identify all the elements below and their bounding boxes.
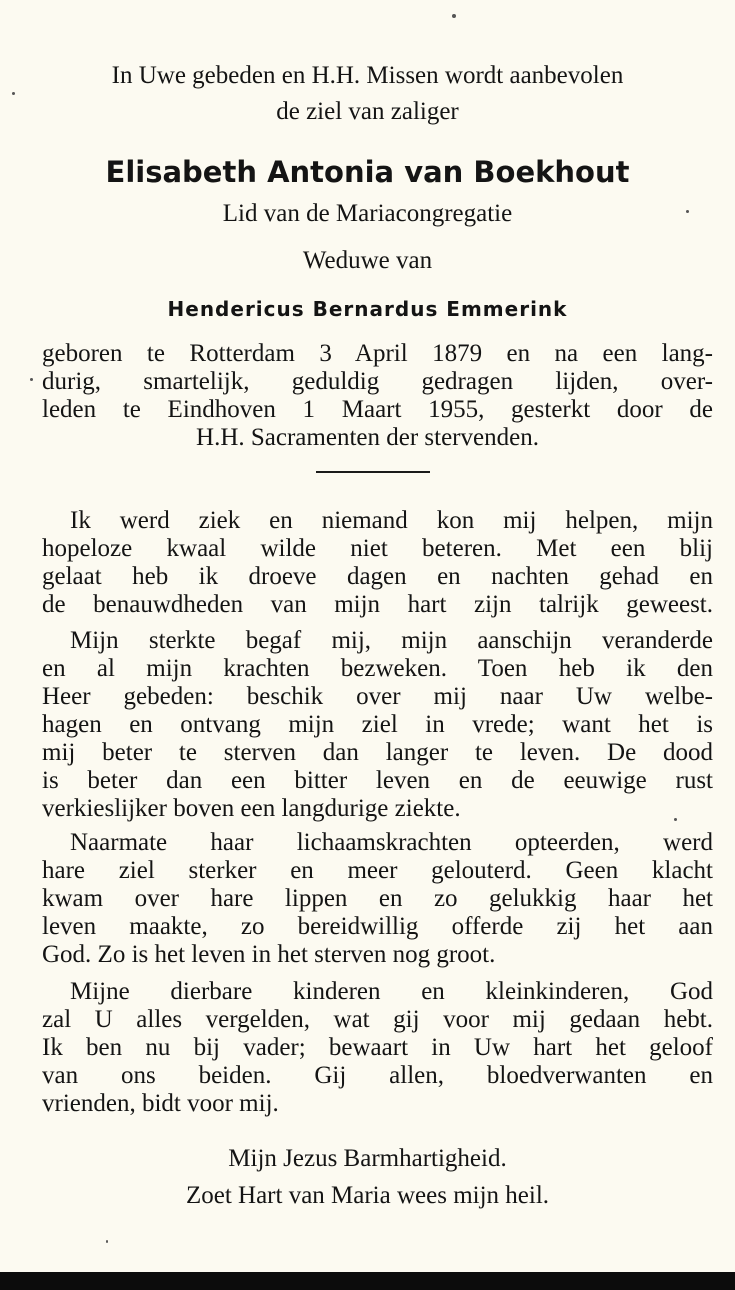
biography-line: durig, smartelijk, geduldig gedragen lijden, over-	[42, 368, 713, 395]
header-line-2: de ziel van zaliger	[276, 98, 459, 125]
widow-of-label: Weduwe van	[302, 247, 433, 274]
paragraph-1-line: gelaat heb ik droeve dagen en nachten gehad en	[42, 563, 713, 590]
closing-prayer-2: Zoet Hart van Maria wees mijn heil.	[185, 1182, 550, 1209]
scan-bottom-edge	[0, 1272, 735, 1290]
biography-line: geboren te Rotterdam 3 April 1879 en na een lang-	[42, 340, 713, 367]
biography-line: leden te Eindhoven 1 Maart 1955, gesterkt door de	[42, 396, 713, 423]
paragraph-2-line: hagen en ontvang mijn ziel in vrede; want het is	[42, 711, 713, 738]
deceased-name: Elisabeth Antonia van Boekhout	[105, 155, 630, 189]
paper-speck	[30, 378, 33, 381]
spouse-name: Hendericus Bernardus Emmerink	[167, 297, 568, 321]
paragraph-3-line: God. Zo is het leven in het sterven nog groot.	[42, 941, 496, 968]
paragraph-4-line: van ons beiden. Gij allen, bloedverwanten en	[42, 1062, 713, 1089]
paragraph-2-line: is beter dan een bitter leven en de eeuwige rust	[42, 767, 713, 794]
paragraph-2-line: Heer gebeden: beschik over mij naar Uw welbe-	[42, 683, 713, 710]
divider-rule	[316, 471, 430, 473]
paper-speck	[106, 1240, 108, 1243]
paragraph-4-line: Ik ben nu bij vader; bewaart in Uw hart het geloof	[42, 1034, 713, 1061]
paragraph-3-line: kwam over hare lippen en zo gelukkig haar het	[42, 885, 713, 912]
paragraph-4-line: zal U alles vergelden, wat gij voor mij gedaan hebt.	[42, 1006, 713, 1033]
paper-speck	[674, 818, 677, 821]
paper-speck	[686, 210, 689, 213]
paragraph-4-line: vrienden, bidt voor mij.	[42, 1090, 279, 1117]
header-line-1: In Uwe gebeden en H.H. Missen wordt aanbevolen	[111, 62, 624, 89]
paragraph-2-line: mij beter te sterven dan langer te leven. De dood	[42, 739, 713, 766]
membership-line: Lid van de Mariacongregatie	[222, 200, 513, 227]
closing-prayer-1: Mijn Jezus Barmhartigheid.	[228, 1145, 507, 1172]
paper-speck	[452, 14, 456, 18]
paragraph-1-line: hopeloze kwaal wilde niet beteren. Met een blij	[42, 535, 713, 562]
paper-speck	[12, 92, 15, 95]
paragraph-3-line: hare ziel sterker en meer gelouterd. Geen klacht	[42, 857, 713, 884]
paragraph-3-line: Naarmate haar lichaamskrachten opteerden, werd	[70, 829, 713, 856]
paragraph-1-line: Ik werd ziek en niemand kon mij helpen, mijn	[70, 507, 713, 534]
paragraph-1-line: de benauwdheden van mijn hart zijn talrijk geweest.	[42, 591, 713, 618]
paragraph-2-line: Mijn sterkte begaf mij, mijn aanschijn veranderde	[70, 627, 713, 654]
paragraph-4-line: Mijne dierbare kinderen en kleinkinderen, God	[70, 978, 713, 1005]
paragraph-3-line: leven maakte, zo bereidwillig offerde zij het aan	[42, 913, 713, 940]
paragraph-2-line: verkieslijker boven een langdurige ziekte.	[42, 795, 461, 822]
paragraph-2-line: en al mijn krachten bezweken. Toen heb ik den	[42, 655, 713, 682]
biography-line: H.H. Sacramenten der stervenden.	[196, 424, 539, 451]
